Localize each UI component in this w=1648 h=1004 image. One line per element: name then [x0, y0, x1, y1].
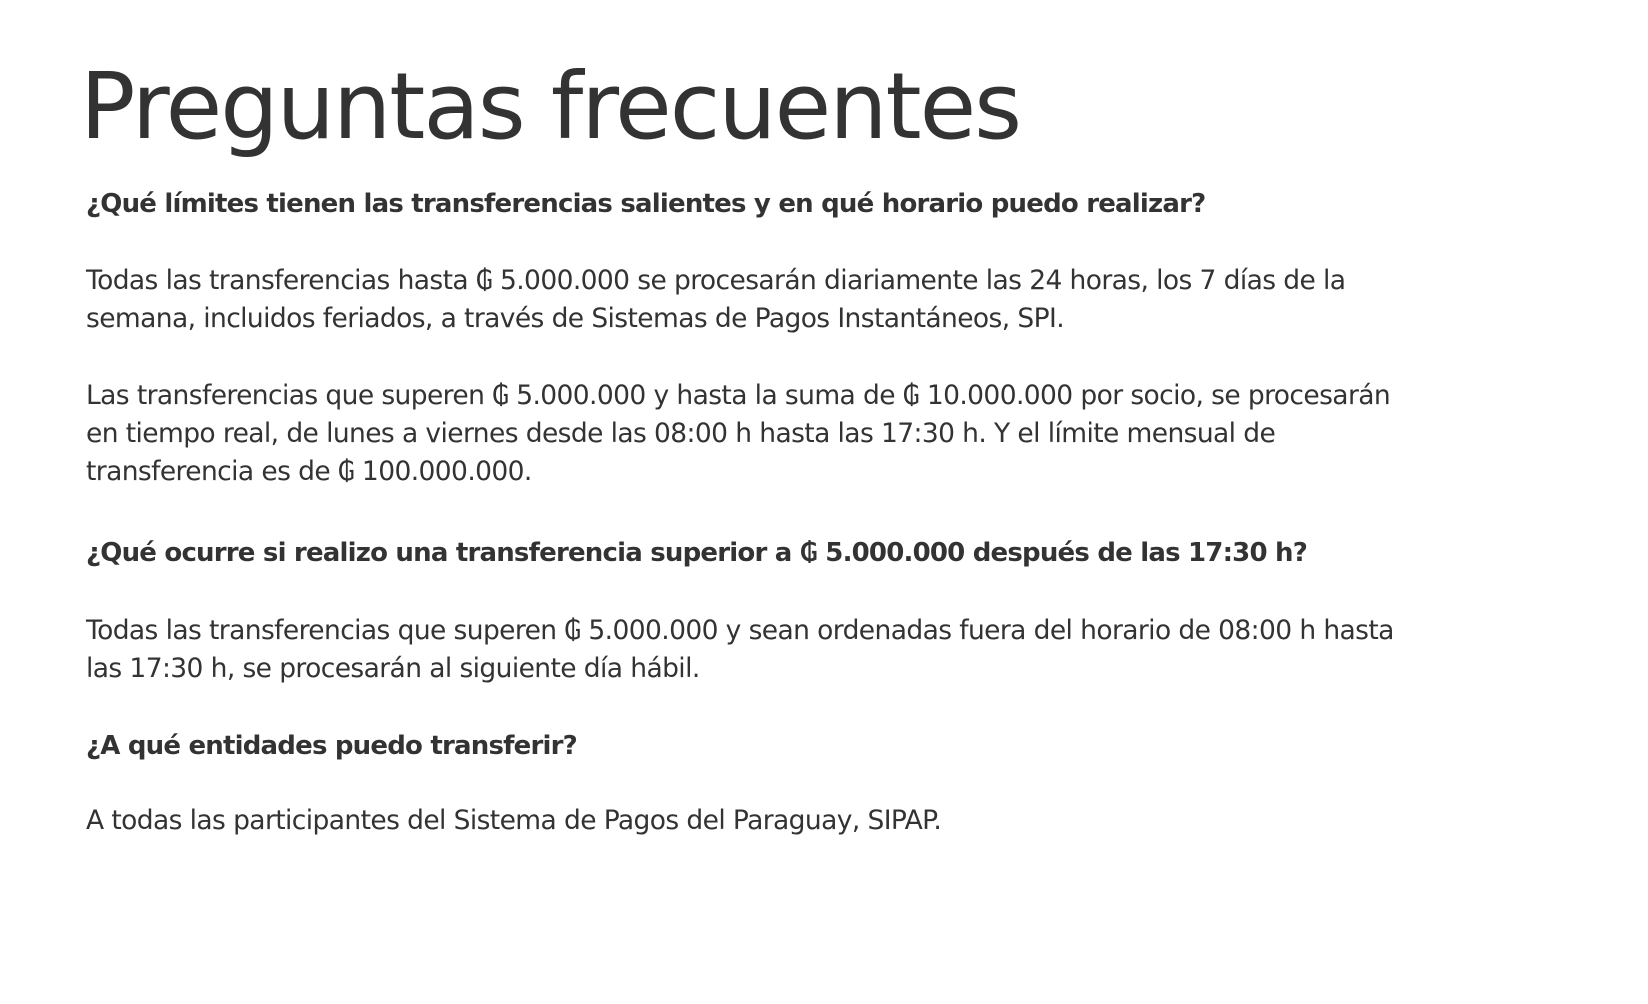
answer-line: Las transferencias que superen ₲ 5.000.000 y hasta la suma de ₲ 10.000.000 por socio, se procesarán [86, 380, 1391, 411]
faq-answer-entities [86, 802, 1586, 840]
answer-line: transferencia es de ₲ 100.000.000. [86, 456, 532, 487]
answer-line: A todas las participantes del Sistema de Pagos del Paraguay, SIPAP. [86, 805, 942, 836]
faq-question-limits: ¿Qué límites tienen las transferencias salientes y en qué horario puedo realizar? [86, 189, 1206, 219]
answer-line: en tiempo real, de lunes a viernes desde las 08:00 h hasta las 17:30 h. Y el límite mensual de [86, 418, 1276, 449]
answer-line: las 17:30 h, se procesarán al siguiente día hábil. [86, 653, 700, 684]
faq-question-entities: ¿A qué entidades puedo transferir? [86, 731, 577, 761]
page-title: Preguntas frecuentes [80, 53, 1021, 160]
answer-line: semana, incluidos feriados, a través de Sistemas de Pagos Instantáneos, SPI. [86, 303, 1065, 334]
answer-line: Todas las transferencias hasta ₲ 5.000.000 se procesarán diariamente las 24 horas, los 7 días de la [86, 265, 1346, 296]
faq-question-after-hours: ¿Qué ocurre si realizo una transferencia superior a ₲ 5.000.000 después de las 17:30 h? [86, 538, 1308, 568]
faq-answer-limits-realtime [86, 377, 1586, 491]
faq-answer-after-hours [86, 612, 1586, 688]
faq-answer-limits-instant [86, 262, 1586, 338]
answer-line: Todas las transferencias que superen ₲ 5.000.000 y sean ordenadas fuera del horario de 08:00 h hasta [86, 615, 1394, 646]
